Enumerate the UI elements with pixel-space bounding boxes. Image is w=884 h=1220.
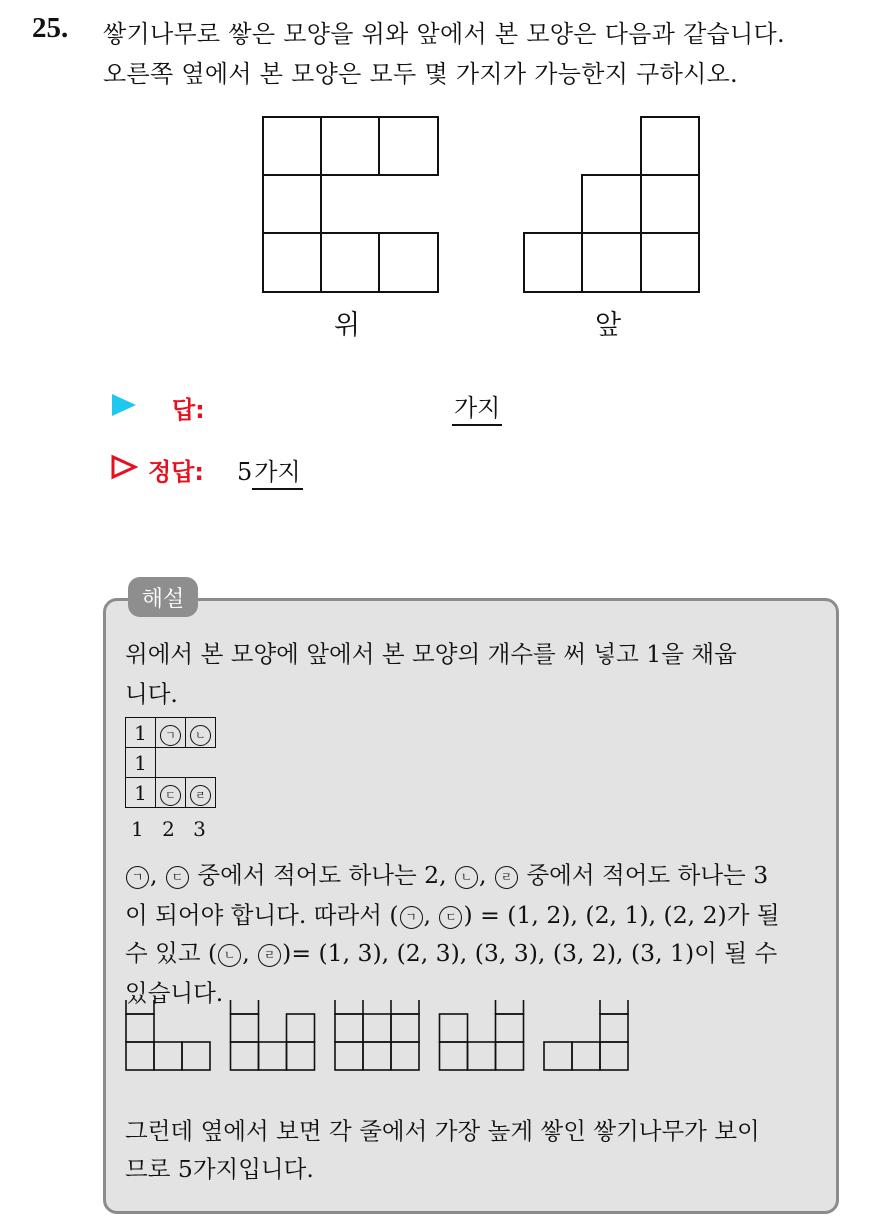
- side-view-option: [335, 1000, 419, 1070]
- side-view-block: [287, 1042, 315, 1070]
- top-view-cell: [263, 117, 321, 175]
- front-view-cell: [641, 117, 699, 175]
- enclosed-letter: ㄹ: [495, 866, 518, 889]
- explanation-paragraph-2-line-3: 수 있고 ( ㄴ , ㄹ )= (1, 3), (2, 3), (3, 3), (3, 2), (3, 1)이 될 수: [125, 939, 778, 967]
- side-view-block: [363, 1014, 391, 1042]
- grid-cell: [186, 718, 216, 748]
- correct-answer-unit: 가지: [252, 458, 302, 490]
- explanation-paragraph-2-line-1: ㄱ , ㄷ 중에서 적어도 하나는 2, ㄴ , ㄹ 중에서 적어도 하나는 3: [125, 856, 768, 890]
- top-view-figure: [263, 117, 438, 292]
- front-view-cell: [582, 175, 641, 233]
- side-view-block: [335, 1014, 363, 1042]
- side-view-block: [600, 1014, 628, 1042]
- question-text-line-1: 쌓기나무로 쌓은 모양을 위와 앞에서 본 모양은 다음과 같습니다.: [103, 20, 785, 48]
- question-text-line-2: 오른쪽 옆에서 본 모양은 모두 몇 가지가 가능한지 구하시오.: [103, 60, 738, 88]
- explanation-line-2: 니다.: [125, 680, 178, 708]
- side-view-option: [126, 1000, 210, 1070]
- correct-answer-label: 정답:: [148, 458, 204, 486]
- front-view-cell: [582, 233, 641, 292]
- top-view-cell: [263, 233, 321, 292]
- side-view-block: [496, 1042, 524, 1070]
- top-view-cell: [379, 117, 438, 175]
- explanation-paragraph-2-line-2: 이 되어야 합니다. 따라서 ( ㄱ , ㄷ ) = (1, 2), (2, 1), (2, 2)가 될: [125, 901, 780, 929]
- grid-cell: [156, 718, 186, 748]
- side-view-block: [126, 1000, 154, 1014]
- answer-blank[interactable]: [452, 388, 502, 423]
- front-view-cell: [641, 175, 699, 233]
- side-view-block: [335, 1000, 363, 1014]
- side-view-block: [126, 1042, 154, 1070]
- grid-column-numbers: 1 2 3: [131, 817, 206, 841]
- front-view-cell: [641, 233, 699, 292]
- grid-cell: [156, 778, 186, 808]
- side-view-block: [496, 1014, 524, 1042]
- side-view-option: [440, 1000, 524, 1070]
- top-view-cell: [321, 233, 379, 292]
- side-view-block: [468, 1042, 496, 1070]
- side-view-block: [154, 1042, 182, 1070]
- answer-unit: 가지: [452, 394, 502, 426]
- grid-cell: 1: [126, 718, 156, 748]
- side-view-block: [182, 1042, 210, 1070]
- answer-label: 답:: [172, 396, 205, 424]
- correct-answer-arrow-icon: [110, 454, 138, 480]
- side-view-block: [391, 1000, 419, 1014]
- side-view-block: [231, 1042, 259, 1070]
- correct-answer-value: [237, 452, 303, 487]
- explanation-final-line-1: 그런데 옆에서 보면 각 줄에서 가장 높게 쌓인 쌓기나무가 보이: [125, 1117, 760, 1145]
- side-view-block: [335, 1042, 363, 1070]
- front-view-figure: [524, 117, 699, 292]
- side-view-block: [287, 1014, 315, 1042]
- side-view-block: [363, 1042, 391, 1070]
- side-view-block: [231, 1014, 259, 1042]
- side-view-option: [544, 1000, 628, 1070]
- side-view-block: [231, 1000, 259, 1014]
- side-view-block: [440, 1042, 468, 1070]
- grid-cell: 1: [126, 778, 156, 808]
- top-view-label: 위: [334, 310, 361, 341]
- enclosed-letter: ㄷ: [166, 866, 189, 889]
- correct-answer-number: 5: [237, 458, 253, 486]
- top-view-cell: [263, 175, 321, 233]
- explanation-final-line-2: 므로 5가지입니다.: [125, 1155, 314, 1183]
- side-view-block: [496, 1000, 524, 1014]
- grid-circle-digeut: ㄷ: [160, 785, 181, 806]
- enclosed-letter: ㄹ: [258, 944, 281, 967]
- explanation-tag: 해설: [128, 577, 198, 617]
- count-grid: [125, 717, 216, 808]
- grid-cell: [186, 778, 216, 808]
- side-view-block: [259, 1042, 287, 1070]
- enclosed-letter: ㄱ: [400, 906, 423, 929]
- side-view-block: [440, 1014, 468, 1042]
- grid-cell: 1: [126, 748, 156, 778]
- question-number: 25.: [32, 12, 69, 44]
- side-view-figures: [0, 1000, 884, 1080]
- grid-circle-giyeok: ㄱ: [160, 725, 181, 746]
- enclosed-letter: ㄱ: [126, 866, 149, 889]
- side-view-block: [391, 1042, 419, 1070]
- grid-circle-rieul: ㄹ: [190, 785, 211, 806]
- explanation-line-1: 위에서 본 모양에 앞에서 본 모양의 개수를 써 넣고 1을 채웁: [125, 640, 737, 668]
- side-view-option: [231, 1000, 315, 1070]
- side-view-block: [572, 1042, 600, 1070]
- side-view-block: [391, 1014, 419, 1042]
- top-view-cell: [379, 233, 438, 292]
- enclosed-letter: ㄴ: [455, 866, 478, 889]
- view-figures: [0, 0, 884, 300]
- front-view-label: 앞: [595, 310, 622, 341]
- enclosed-letter: ㄷ: [439, 906, 462, 929]
- side-view-block: [126, 1014, 154, 1042]
- side-view-block: [544, 1042, 572, 1070]
- enclosed-letter: ㄴ: [218, 944, 241, 967]
- front-view-cell: [524, 233, 582, 292]
- answer-arrow-icon: [110, 392, 138, 418]
- grid-circle-nieun: ㄴ: [190, 725, 211, 746]
- explanation-paragraph-2-line-4: 있습니다.: [125, 979, 224, 1007]
- side-view-block: [600, 1000, 628, 1014]
- top-view-cell: [321, 117, 379, 175]
- side-view-block: [600, 1042, 628, 1070]
